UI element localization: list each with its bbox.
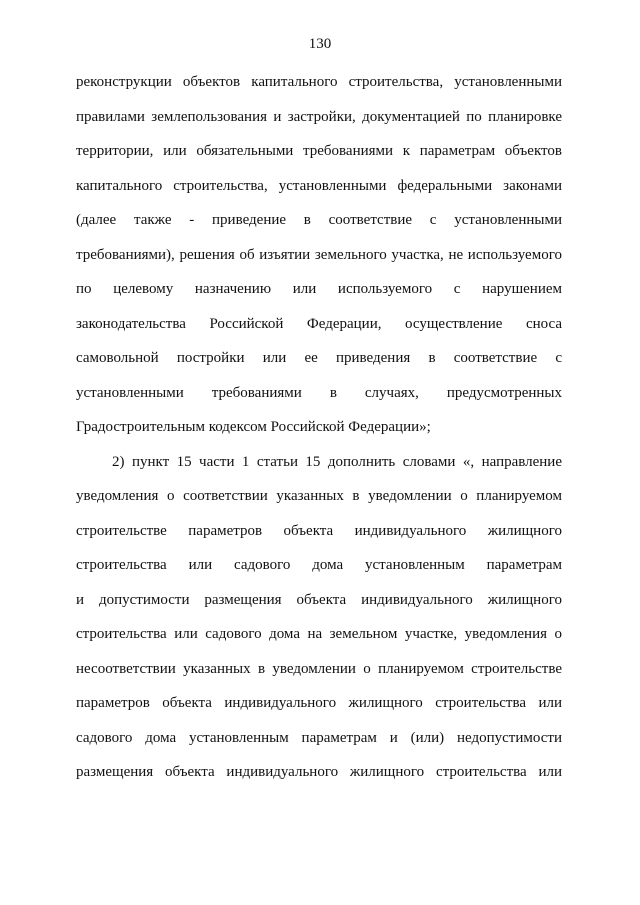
text-line: параметров объекта индивидуального жилищного строительства или [76, 695, 562, 711]
document-body [76, 72, 562, 797]
text-line: (далее также - приведение в соответствие с установленными [76, 212, 562, 228]
text-line: строительства или садового дома на земельном участке, уведомления о [76, 626, 562, 642]
text-line: капитального строительства, установленными федеральными законами [76, 177, 562, 194]
page-number: 130 [308, 36, 332, 52]
text-line: строительства или садового дома установленным параметрам [76, 557, 562, 573]
text-line: 2) пункт 15 части 1 статьи 15 дополнить словами «, направление [112, 453, 562, 470]
text-line: территории, или обязательными требованиями к параметрам объектов [76, 143, 562, 159]
text-line: размещения объекта индивидуального жилищного строительства или [76, 764, 562, 780]
text-line: несоответствии указанных в уведомлении о планируемом строительстве [76, 660, 562, 677]
text-line: по целевому назначению или используемого с нарушением [76, 281, 562, 297]
text-line: самовольной постройки или ее приведения в соответствие с [76, 350, 562, 366]
text-line: садового дома установленным параметрам и (или) недопустимости [76, 729, 562, 746]
text-line: и допустимости размещения объекта индивидуального жилищного [76, 591, 562, 608]
text-line: уведомления о соответствии указанных в уведомлении о планируемом [76, 488, 562, 504]
text-line: законодательства Российской Федерации, осуществление сноса [76, 315, 562, 332]
text-line: требованиями), решения об изъятии земельного участка, не используемого [76, 246, 562, 263]
text-line: правилами землепользования и застройки, документацией по планировке [76, 108, 562, 125]
text-line: строительстве параметров объекта индивидуального жилищного [76, 522, 562, 539]
text-line: установленными требованиями в случаях, предусмотренных [76, 384, 562, 401]
text-line: реконструкции объектов капитального строительства, установленными [76, 74, 562, 90]
text-line: Градостроительным кодексом Российской Федерации»; [76, 419, 431, 435]
